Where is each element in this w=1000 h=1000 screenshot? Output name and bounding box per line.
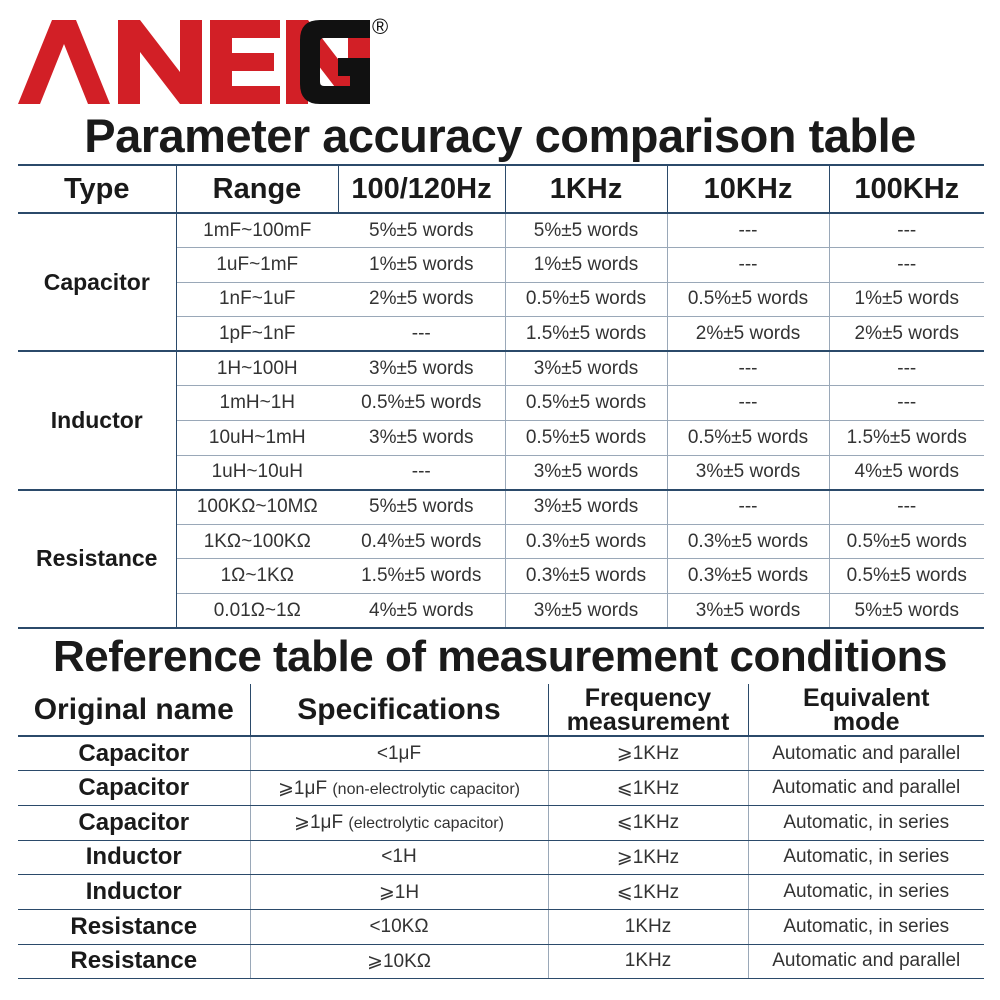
header-10khz: 10KHz	[667, 165, 829, 213]
equivalent-mode-cell: Automatic, in series	[748, 875, 984, 910]
specification-value: ⩾1μF	[294, 812, 344, 834]
accuracy-cell: 0.5%±5 words	[667, 421, 829, 456]
table-row	[18, 805, 984, 840]
header-100-120hz: 100/120Hz	[338, 165, 505, 213]
accuracy-cell: 3%±5 words	[338, 421, 505, 456]
specification-cell	[250, 805, 548, 840]
accuracy-cell: 4%±5 words	[829, 455, 984, 490]
range-cell: 1H~100H	[176, 351, 338, 386]
frequency-cell: ⩽1KHz	[548, 875, 748, 910]
accuracy-cell: 0.5%±5 words	[829, 524, 984, 559]
range-cell: 10uH~1mH	[176, 421, 338, 456]
range-cell: 1mH~1H	[176, 386, 338, 421]
specification-cell	[250, 771, 548, 806]
frequency-cell: ⩾1KHz	[548, 840, 748, 875]
accuracy-cell: ---	[338, 455, 505, 490]
original-name-cell: Capacitor	[18, 736, 250, 771]
accuracy-cell: 3%±5 words	[505, 455, 667, 490]
accuracy-cell: 1%±5 words	[338, 248, 505, 283]
conditions-table-header	[18, 684, 984, 736]
frequency-cell: 1KHz	[548, 944, 748, 979]
specification-value: <10KΩ	[369, 915, 429, 937]
header-100khz: 100KHz	[829, 165, 984, 213]
accuracy-cell: ---	[667, 248, 829, 283]
header-mode-line2: mode	[832, 707, 900, 736]
accuracy-cell: 2%±5 words	[667, 317, 829, 352]
accuracy-cell: 3%±5 words	[505, 594, 667, 629]
accuracy-cell: 0.3%±5 words	[667, 524, 829, 559]
accuracy-cell: 0.3%±5 words	[667, 559, 829, 594]
table-row	[18, 909, 984, 944]
registered-mark: ®	[372, 14, 389, 39]
accuracy-cell: 2%±5 words	[338, 282, 505, 317]
range-cell: 100KΩ~10MΩ	[176, 490, 338, 525]
range-cell: 1uH~10uH	[176, 455, 338, 490]
accuracy-cell: 0.5%±5 words	[505, 421, 667, 456]
range-cell: 1KΩ~100KΩ	[176, 524, 338, 559]
frequency-cell: ⩽1KHz	[548, 805, 748, 840]
table-row	[18, 213, 984, 248]
range-cell: 1nF~1uF	[176, 282, 338, 317]
accuracy-cell: 1%±5 words	[505, 248, 667, 283]
conditions-table-title: Reference table of measurement conditions	[53, 632, 947, 681]
table-row	[18, 875, 984, 910]
equivalent-mode-cell: Automatic and parallel	[748, 771, 984, 806]
header-1khz: 1KHz	[505, 165, 667, 213]
type-cell: Resistance	[18, 490, 176, 628]
accuracy-cell: 1.5%±5 words	[338, 559, 505, 594]
original-name-cell: Resistance	[18, 909, 250, 944]
table-row	[18, 351, 984, 386]
accuracy-cell: 4%±5 words	[338, 594, 505, 629]
accuracy-cell: 0.4%±5 words	[338, 524, 505, 559]
accuracy-cell: 3%±5 words	[338, 351, 505, 386]
original-name-cell: Capacitor	[18, 771, 250, 806]
frequency-cell: ⩾1KHz	[548, 736, 748, 771]
accuracy-cell: ---	[829, 248, 984, 283]
accuracy-table-title: Parameter accuracy comparison table	[84, 109, 916, 162]
specification-value: ⩾1H	[378, 881, 420, 903]
accuracy-cell: ---	[667, 386, 829, 421]
accuracy-cell: ---	[667, 213, 829, 248]
accuracy-cell: 1.5%±5 words	[505, 317, 667, 352]
range-cell: 1uF~1mF	[176, 248, 338, 283]
type-cell: Capacitor	[18, 213, 176, 351]
frequency-cell: ⩽1KHz	[548, 771, 748, 806]
range-cell: 0.01Ω~1Ω	[176, 594, 338, 629]
range-cell: 1mF~100mF	[176, 213, 338, 248]
specification-value: ⩾1μF	[278, 777, 328, 799]
accuracy-cell: ---	[338, 317, 505, 352]
specification-value: <1μF	[376, 742, 422, 764]
range-cell: 1pF~1nF	[176, 317, 338, 352]
equivalent-mode-cell: Automatic, in series	[748, 840, 984, 875]
original-name-cell: Inductor	[18, 840, 250, 875]
original-name-cell: Inductor	[18, 875, 250, 910]
accuracy-cell: 5%±5 words	[829, 594, 984, 629]
header-mode-line1: Equivalent	[803, 684, 930, 712]
header-type: Type	[18, 165, 176, 213]
logo-letter-g	[300, 20, 372, 104]
accuracy-table-header	[18, 165, 984, 213]
specification-value: <1H	[381, 846, 417, 868]
type-cell: Inductor	[18, 351, 176, 489]
accuracy-cell: 0.5%±5 words	[505, 386, 667, 421]
header-specifications: Specifications	[250, 684, 548, 736]
header-original-name: Original name	[18, 684, 250, 736]
range-cell: 1Ω~1KΩ	[176, 559, 338, 594]
accuracy-cell: ---	[829, 386, 984, 421]
header-frequency-line1: Frequency	[584, 684, 712, 712]
specification-cell	[250, 909, 548, 944]
table-row	[18, 736, 984, 771]
accuracy-cell: 3%±5 words	[667, 455, 829, 490]
accuracy-cell: 0.3%±5 words	[505, 559, 667, 594]
header-frequency-measurement	[548, 684, 748, 736]
equivalent-mode-cell: Automatic and parallel	[748, 736, 984, 771]
accuracy-cell: 3%±5 words	[505, 490, 667, 525]
accuracy-table	[18, 164, 984, 629]
specification-cell	[250, 840, 548, 875]
original-name-cell: Capacitor	[18, 805, 250, 840]
header-equivalent-mode	[748, 684, 984, 736]
specification-note: (non-electrolytic capacitor)	[332, 780, 520, 798]
accuracy-cell: 2%±5 words	[829, 317, 984, 352]
equivalent-mode-cell: Automatic, in series	[748, 909, 984, 944]
table-row	[18, 944, 984, 979]
equivalent-mode-cell: Automatic and parallel	[748, 944, 984, 979]
table-row	[18, 490, 984, 525]
accuracy-cell: 1%±5 words	[829, 282, 984, 317]
specification-cell	[250, 944, 548, 979]
accuracy-cell: 3%±5 words	[505, 351, 667, 386]
accuracy-cell: 5%±5 words	[505, 213, 667, 248]
accuracy-cell: 5%±5 words	[338, 213, 505, 248]
accuracy-cell: ---	[667, 490, 829, 525]
accuracy-cell: 0.5%±5 words	[667, 282, 829, 317]
accuracy-cell: 5%±5 words	[338, 490, 505, 525]
table-row	[18, 771, 984, 806]
accuracy-cell: ---	[667, 351, 829, 386]
accuracy-cell: 0.5%±5 words	[505, 282, 667, 317]
table-row	[18, 840, 984, 875]
header-range: Range	[176, 165, 338, 213]
accuracy-cell: 0.3%±5 words	[505, 524, 667, 559]
conditions-table	[18, 684, 984, 979]
accuracy-cell: ---	[829, 490, 984, 525]
accuracy-cell: 0.5%±5 words	[338, 386, 505, 421]
accuracy-cell: 1.5%±5 words	[829, 421, 984, 456]
frequency-cell: 1KHz	[548, 909, 748, 944]
original-name-cell: Resistance	[18, 944, 250, 979]
accuracy-cell: ---	[829, 213, 984, 248]
specification-cell	[250, 875, 548, 910]
specification-cell	[250, 736, 548, 771]
accuracy-cell: 0.5%±5 words	[829, 559, 984, 594]
accuracy-cell: ---	[829, 351, 984, 386]
equivalent-mode-cell: Automatic, in series	[748, 805, 984, 840]
specification-note: (electrolytic capacitor)	[348, 815, 504, 833]
specification-value: ⩾10KΩ	[367, 950, 431, 972]
accuracy-cell: 3%±5 words	[667, 594, 829, 629]
header-frequency-line2: measurement	[566, 707, 730, 736]
